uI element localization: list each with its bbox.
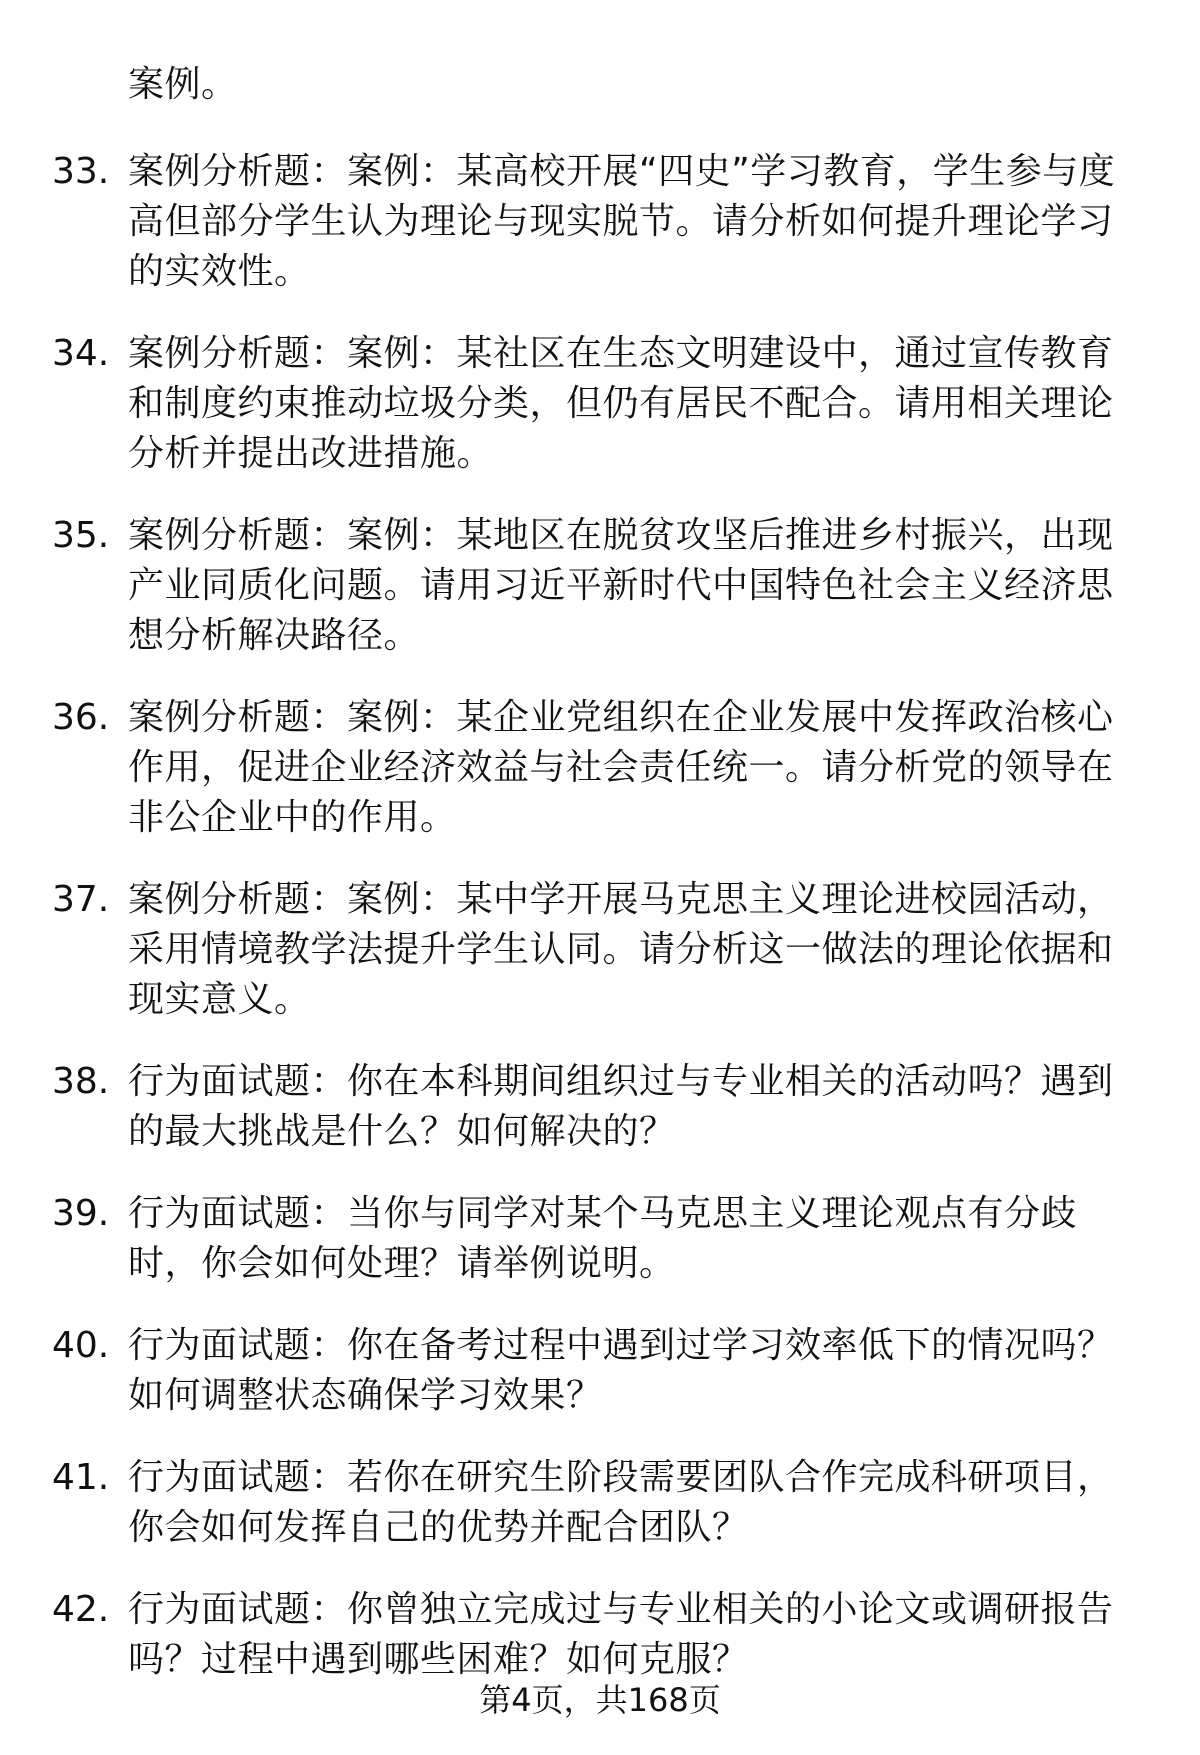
- question-text: 行为面试题：你曾独立完成过与专业相关的小论文或调研报告吗？过程中遇到哪些困难？如何克服？: [128, 1589, 1114, 1680]
- question-item: [52, 875, 1152, 1025]
- question-number: 42.: [52, 1589, 110, 1630]
- question-item: [52, 147, 1152, 297]
- previous-question-continuation: 案例。: [128, 64, 238, 105]
- question-text: 行为面试题：你在本科期间组织过与专业相关的活动吗？遇到的最大挑战是什么？如何解决的？: [128, 1061, 1114, 1152]
- question-number: 34.: [52, 333, 110, 374]
- question-item: [52, 1057, 1152, 1157]
- question-item: [52, 1321, 1152, 1421]
- question-item: [52, 1453, 1152, 1553]
- question-number: 35.: [52, 515, 110, 556]
- question-number: 37.: [52, 879, 110, 920]
- question-text: 案例分析题：案例：某高校开展“四史”学习教育，学生参与度高但部分学生认为理论与现实脱节。请分析如何提升理论学习的实效性。: [128, 151, 1116, 292]
- question-number: 39.: [52, 1193, 110, 1234]
- question-text: 行为面试题：若你在研究生阶段需要团队合作完成科研项目，你会如何发挥自己的优势并配合团队？: [128, 1457, 1114, 1548]
- question-list: [52, 147, 1152, 1717]
- question-item: [52, 511, 1152, 661]
- question-text: 行为面试题：当你与同学对某个马克思主义理论观点有分歧时，你会如何处理？请举例说明。: [128, 1193, 1078, 1284]
- question-item: [52, 1189, 1152, 1289]
- question-text: 行为面试题：你在备考过程中遇到过学习效率低下的情况吗？如何调整状态确保学习效果？: [128, 1325, 1114, 1416]
- page-footer: 第4页，共168页: [479, 1681, 721, 1719]
- question-text: 案例分析题：案例：某中学开展马克思主义理论进校园活动，采用情境教学法提升学生认同。请分析这一做法的理论依据和现实意义。: [128, 879, 1114, 1020]
- question-number: 40.: [52, 1325, 110, 1366]
- question-number: 33.: [52, 151, 110, 192]
- question-text: 案例分析题：案例：某企业党组织在企业发展中发挥政治核心作用，促进企业经济效益与社会责任统一。请分析党的领导在非公企业中的作用。: [128, 697, 1114, 838]
- question-item: [52, 693, 1152, 843]
- question-number: 36.: [52, 697, 110, 738]
- question-number: 38.: [52, 1061, 110, 1102]
- question-number: 41.: [52, 1457, 110, 1498]
- question-text: 案例分析题：案例：某地区在脱贫攻坚后推进乡村振兴，出现产业同质化问题。请用习近平新时代中国特色社会主义经济思想分析解决路径。: [128, 515, 1114, 656]
- question-text: 案例分析题：案例：某社区在生态文明建设中，通过宣传教育和制度约束推动垃圾分类，但仍有居民不配合。请用相关理论分析并提出改进措施。: [128, 333, 1114, 474]
- question-item: [52, 1585, 1152, 1685]
- question-item: [52, 329, 1152, 479]
